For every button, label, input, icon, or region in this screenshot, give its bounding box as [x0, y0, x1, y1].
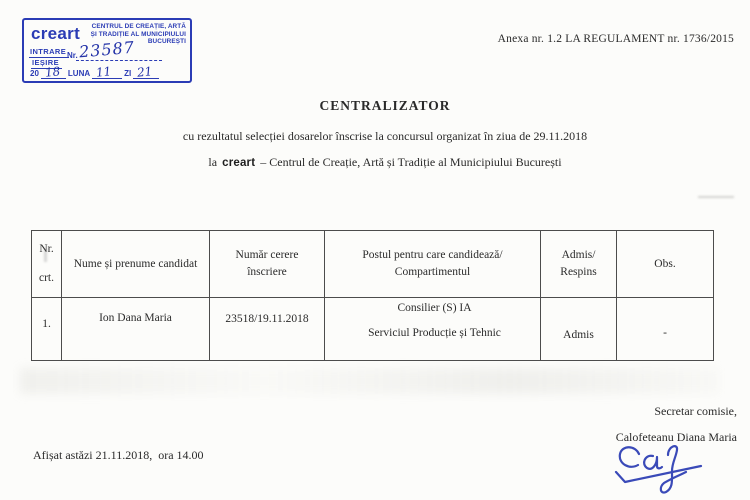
- col-header-position: [325, 231, 541, 298]
- table-row: [32, 298, 714, 361]
- stamp-year-handwritten: 18: [44, 64, 61, 80]
- org-line-prefix: la: [208, 155, 218, 169]
- stamp-year-slot: [41, 66, 66, 79]
- scan-dash-artifact: [698, 196, 734, 198]
- annex-reference: Anexa nr. 1.2 LA REGULAMENT nr. 1736/2015: [497, 33, 734, 45]
- signature-name: Calofeteanu Diana Maria: [615, 430, 737, 444]
- creart-logo-inline: creart: [222, 157, 256, 169]
- cell-row-number: 1.: [32, 298, 62, 361]
- table-header-row: [32, 231, 714, 298]
- header-line: Obs.: [654, 257, 676, 270]
- stamp-iesire-label: IEȘIRE: [31, 58, 62, 69]
- cell-candidate-name: Ion Dana Maria: [62, 298, 210, 361]
- col-header-name: [62, 231, 210, 298]
- stamp-nr-label: Nr.: [67, 51, 78, 60]
- stamp-org-line-3: BUCUREȘTI: [147, 38, 186, 46]
- header-line: Nume și prenume candidat: [73, 257, 198, 270]
- col-header-obs: [617, 231, 714, 298]
- header-line: crt.: [38, 272, 54, 284]
- stamp-luna-slot: [92, 66, 122, 79]
- col-header-result: [541, 231, 617, 298]
- results-table: [31, 230, 714, 361]
- header-line: Număr cerere: [235, 249, 299, 262]
- stamp-intrare-label: INTRARE: [29, 47, 69, 58]
- posted-note: Afișat astăzi 21.11.2018, ora 14.00: [33, 448, 204, 462]
- col-header-request-number: [210, 231, 325, 298]
- position-department: Serviciul Producție și Tehnic: [368, 327, 501, 339]
- stamp-zi-slot: [133, 66, 159, 79]
- stamp-nr-handwritten-value: 23587: [78, 37, 136, 62]
- header-line: Respins: [560, 266, 597, 278]
- stamp-year-prefix: 20: [30, 69, 39, 78]
- stamp-luna-label: LUNA: [67, 69, 91, 78]
- header-line: Postul pentru care candidează/: [362, 249, 503, 262]
- header-line: înscriere: [247, 266, 287, 278]
- registration-stamp: [22, 18, 192, 83]
- document-title: CENTRALIZATOR: [319, 98, 451, 113]
- cell-position: [325, 298, 541, 361]
- document-subtitle: cu rezultatul selecției dosarelor înscrise la concursul organizat în ziua de 29.11.2018: [182, 129, 588, 143]
- cell-request-number: 23518/19.11.2018: [210, 298, 325, 361]
- org-line-rest: – Centrul de Creație, Artă și Tradiție al Municipiului București: [260, 155, 562, 169]
- stamp-date-row: [28, 66, 186, 79]
- cell-result: Admis: [541, 298, 617, 361]
- organization-line: [20, 155, 750, 170]
- stamp-zi-handwritten: 21: [136, 64, 154, 80]
- stamp-zi-label: ZI: [124, 69, 132, 78]
- stamp-org-line-2: ȘI TRADIȚIE AL MUNICIPIULUI: [90, 30, 186, 38]
- signature-role: Secretar comisie,: [654, 404, 737, 418]
- handwritten-signature: [608, 441, 718, 497]
- creart-stamp-logo: creart: [31, 24, 81, 43]
- position-title: Consilier (S) IA: [397, 302, 472, 314]
- cell-observations: -: [617, 298, 714, 361]
- stamp-luna-handwritten: 11: [95, 64, 113, 80]
- header-line: Nr.: [39, 243, 54, 256]
- col-header-nr-crt: [32, 231, 62, 298]
- header-line: Admis/: [561, 249, 596, 262]
- scan-shadow-artifact: [20, 368, 720, 394]
- stamp-org-line-1: CENTRUL DE CREAȚIE, ARTĂ: [91, 23, 186, 30]
- header-line: Compartimentul: [394, 266, 471, 278]
